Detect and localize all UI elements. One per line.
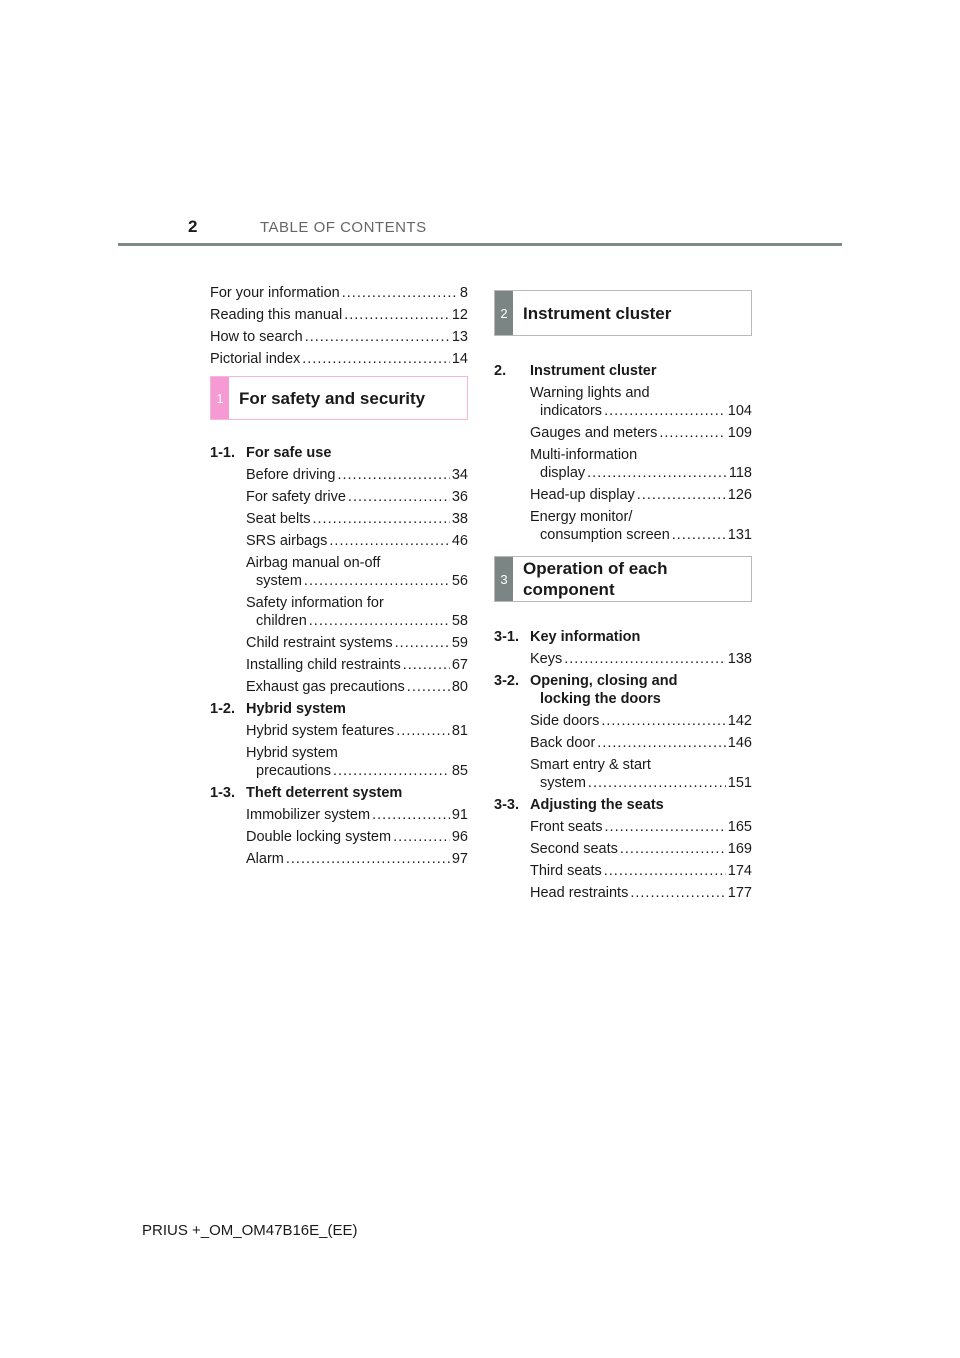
toc-entry-for-safety-drive[interactable]: For safety drive ..... 36 <box>246 488 468 506</box>
toc-entry-energy-monitor[interactable]: Energy monitor/ consumption screen ..... 131 <box>530 508 752 544</box>
toc-entry-exhaust-gas-precautions[interactable]: Exhaust gas precautions ..... 80 <box>246 678 468 696</box>
toc-entry-hybrid-system-features[interactable]: Hybrid system features ..... 81 <box>246 722 468 740</box>
section-label-2: Instrument cluster <box>523 303 672 323</box>
toc-entry-airbag-manual-on-off[interactable]: Airbag manual on-off system ..... 56 <box>246 554 468 590</box>
chapter-1-1[interactable]: 1-1. For safe use <box>210 445 332 461</box>
section-label-1: For safety and security <box>239 388 426 408</box>
toc-entry-head-restraints[interactable]: Head restraints ..... 177 <box>530 884 752 902</box>
toc-entry-keys[interactable]: Keys ..... 138 <box>530 650 752 668</box>
section-tag-3: 3 <box>495 557 513 601</box>
toc-entry-seat-belts[interactable]: Seat belts ..... 38 <box>246 510 468 528</box>
section-tag-2: 2 <box>495 291 513 335</box>
toc-entry-installing-child-restraints[interactable]: Installing child restraints ..... 67 <box>246 656 468 674</box>
toc-entry-immobilizer-system[interactable]: Immobilizer system ..... 91 <box>246 806 468 824</box>
section-header-1[interactable] <box>210 376 468 420</box>
toc-entry-double-locking-system[interactable]: Double locking system ..... 96 <box>246 828 468 846</box>
toc-entry-smart-entry[interactable]: Smart entry & start system ..... 151 <box>530 756 752 792</box>
header-title: TABLE OF CONTENTS <box>260 219 427 236</box>
chapter-3-1[interactable]: 3-1. Key information <box>494 629 641 645</box>
page-footer: PRIUS +_OM_OM47B16E_(EE) <box>142 1222 358 1239</box>
toc-entry-warning-lights[interactable]: Warning lights and indicators ..... 104 <box>530 384 752 420</box>
toc-entry-front-seats[interactable]: Front seats ..... 165 <box>530 818 752 836</box>
header-rule <box>118 243 842 246</box>
toc-entry-srs-airbags[interactable]: SRS airbags ..... 46 <box>246 532 468 550</box>
section-header-3[interactable] <box>494 556 752 602</box>
chapter-1-3[interactable]: 1-3. Theft deterrent system <box>210 785 403 801</box>
toc-entry-back-door[interactable]: Back door ..... 146 <box>530 734 752 752</box>
toc-entry-for-your-information[interactable]: For your information ..... 8 <box>210 284 468 302</box>
toc-entry-gauges-and-meters[interactable]: Gauges and meters ..... 109 <box>530 424 752 442</box>
toc-entry-third-seats[interactable]: Third seats ..... 174 <box>530 862 752 880</box>
toc-entry-pictorial-index[interactable]: Pictorial index ..... 14 <box>210 350 468 368</box>
toc-entry-multi-information-display[interactable]: Multi-information display ..... 118 <box>530 446 752 482</box>
toc-entry-safety-information-children[interactable]: Safety information for children ..... 58 <box>246 594 468 630</box>
toc-entry-second-seats[interactable]: Second seats ..... 169 <box>530 840 752 858</box>
toc-entry-head-up-display[interactable]: Head-up display ..... 126 <box>530 486 752 504</box>
chapter-1-2[interactable]: 1-2. Hybrid system <box>210 701 346 717</box>
toc-entry-alarm[interactable]: Alarm ..... 97 <box>246 850 468 868</box>
toc-right-column <box>494 290 752 906</box>
toc-entry-hybrid-system-precautions[interactable]: Hybrid system precautions ..... 85 <box>246 744 468 780</box>
toc-entry-child-restraint-systems[interactable]: Child restraint systems ..... 59 <box>246 634 468 652</box>
section-tag-1: 1 <box>211 377 229 419</box>
toc-entry-side-doors[interactable]: Side doors ..... 142 <box>530 712 752 730</box>
chapter-3-3[interactable]: 3-3. Adjusting the seats <box>494 797 664 813</box>
page-number: 2 <box>188 217 198 236</box>
chapter-3-2[interactable]: 3-2. Opening, closing and locking the doors <box>494 673 678 707</box>
section-label-3: Operation of each component <box>523 559 668 599</box>
chapter-2[interactable]: 2. Instrument cluster <box>494 363 657 379</box>
page-header <box>118 214 842 248</box>
toc-entry-reading-this-manual[interactable]: Reading this manual ..... 12 <box>210 306 468 324</box>
toc-left-column <box>210 284 468 872</box>
toc-entry-how-to-search[interactable]: How to search ..... 13 <box>210 328 468 346</box>
section-header-2[interactable] <box>494 290 752 336</box>
toc-entry-before-driving[interactable]: Before driving ..... 34 <box>246 466 468 484</box>
